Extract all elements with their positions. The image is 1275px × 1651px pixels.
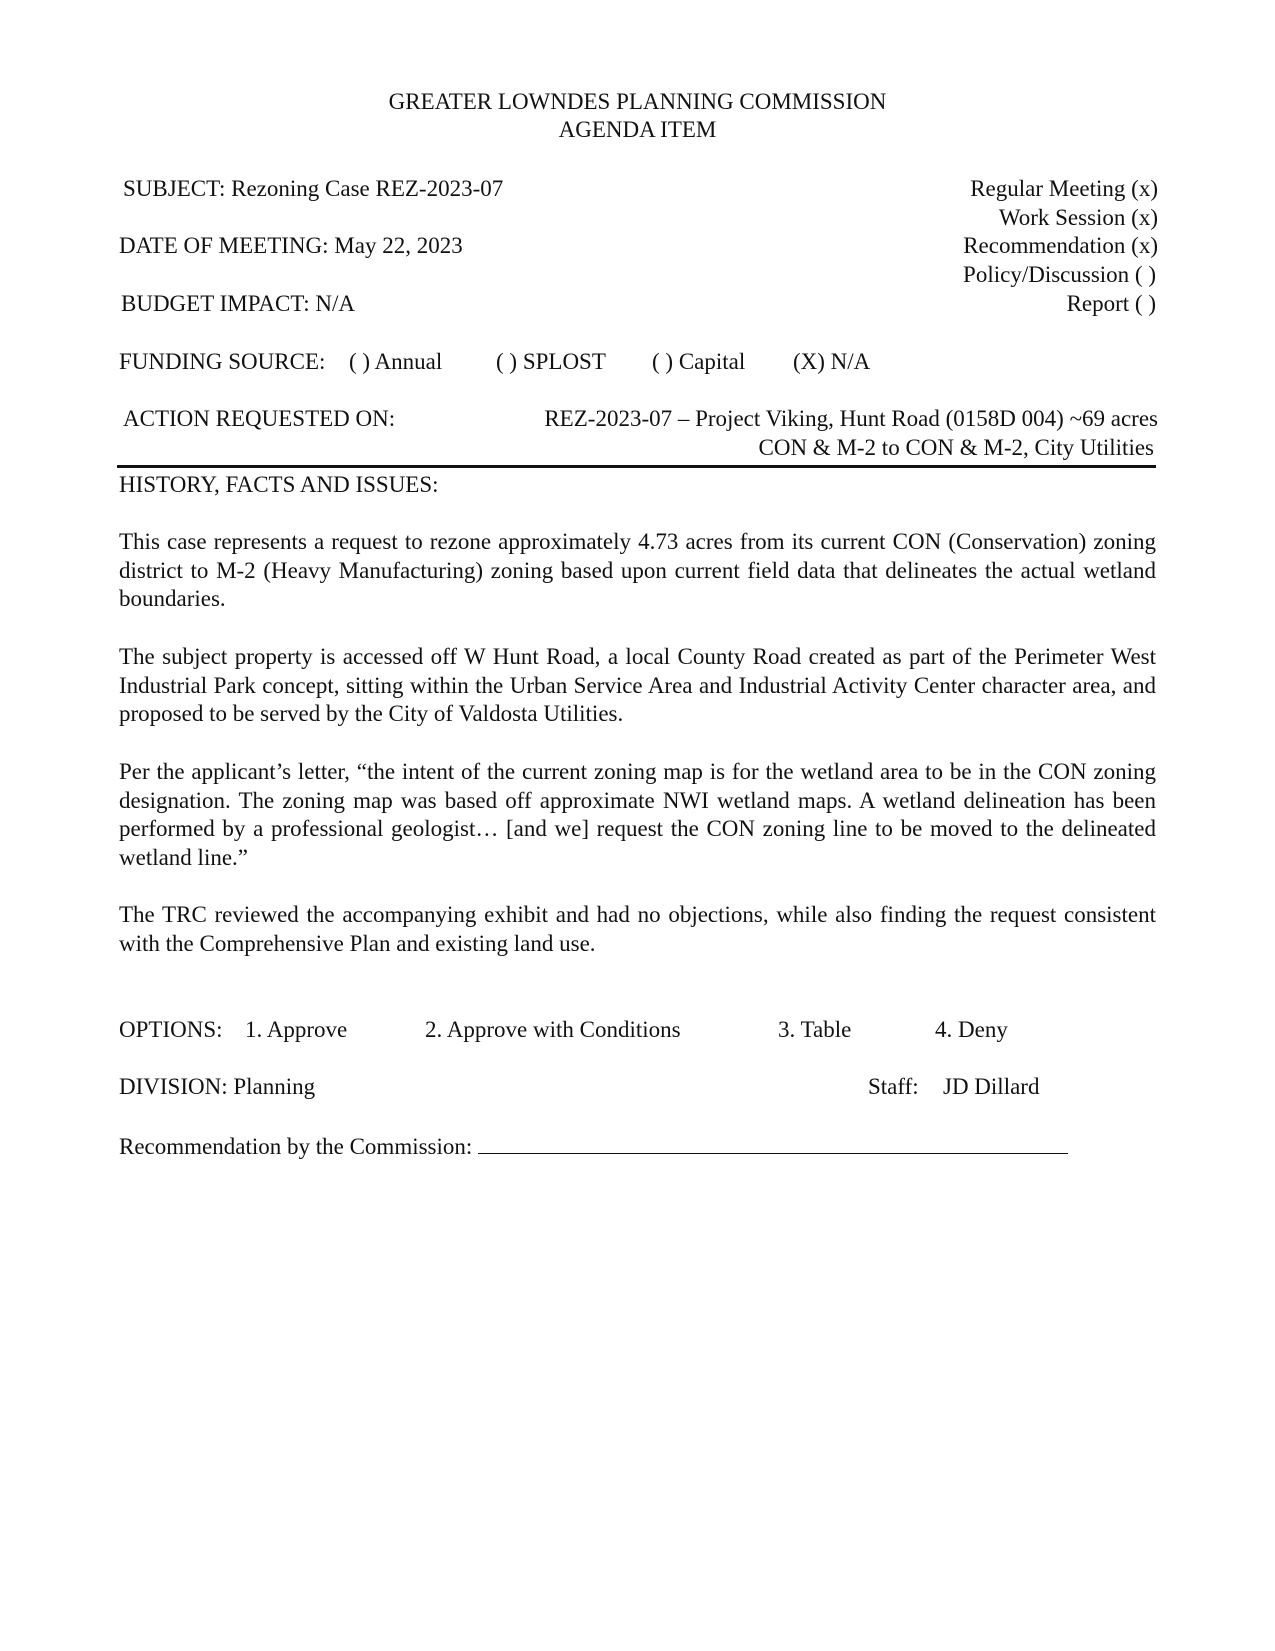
funding-capital: ( ) Capital [652,349,746,374]
history-paragraph-2: The subject property is accessed off W Hunt Road, a local County Road created as part of the Perimeter West Industrial Park concept, sitting within the Urban Service Area and Industrial Activity Center character area, and proposed to be served by the City of Valdosta Utilities. [119,644,1156,726]
history-paragraph-4: The TRC reviewed the accompanying exhibit and had no objections, while also finding the request consistent with the Comprehensive Plan and existing land use. [119,902,1156,956]
meeting-type-policy-discussion: Policy/Discussion ( ) [963,262,1156,287]
meeting-type-regular: Regular Meeting (x) [970,176,1158,201]
staff-name: JD Dillard [943,1074,1040,1099]
action-requested-line2: CON & M-2 to CON & M-2, City Utilities [758,435,1154,460]
option-table: 3. Table [778,1017,852,1042]
budget-impact-field: BUDGET IMPACT: N/A [121,291,355,316]
history-paragraph-1: This case represents a request to rezone approximately 4.73 acres from its current CON (Conservation) zoning district to M-2 (Heavy Manufacturing) zoning based upon current field data that delineates the actual wetland boundaries. [119,529,1156,611]
action-requested-label: ACTION REQUESTED ON: [123,406,396,431]
recommendation-signature-line[interactable] [478,1131,1068,1154]
meeting-type-report: Report ( ) [1066,291,1156,316]
funding-source-label: FUNDING SOURCE: [119,349,326,374]
commission-title: GREATER LOWNDES PLANNING COMMISSION [388,89,887,114]
funding-splost: ( ) SPLOST [496,349,606,374]
funding-na: (X) N/A [793,349,871,374]
option-deny: 4. Deny [935,1017,1008,1042]
date-of-meeting-field: DATE OF MEETING: May 22, 2023 [119,233,463,258]
staff-label: Staff: [868,1074,919,1099]
agenda-item-title: AGENDA ITEM [558,117,717,142]
section-divider [117,465,1156,468]
subject-field: SUBJECT: Rezoning Case REZ-2023-07 [123,176,504,201]
recommendation-row [119,1131,1068,1161]
option-approve: 1. Approve [245,1017,348,1042]
options-label: OPTIONS: [119,1017,223,1042]
meeting-type-recommendation: Recommendation (x) [963,233,1158,258]
history-paragraph-3: Per the applicant’s letter, “the intent of the current zoning map is for the wetland area to be in the CON zoning designation. The zoning map was based off approximate NWI wetland maps. A wetland delineation has been performed by a professional geologist… [and we] request the CON zoning line to be moved to the delineated wetland line.” [119,759,1156,870]
action-requested-line1: REZ-2023-07 – Project Viking, Hunt Road (0158D 004) ~69 acres [544,406,1158,431]
division-field: DIVISION: Planning [119,1074,316,1099]
option-approve-with-conditions: 2. Approve with Conditions [425,1017,681,1042]
meeting-type-work-session: Work Session (x) [998,205,1158,230]
history-heading: HISTORY, FACTS AND ISSUES: [119,472,439,497]
recommendation-label: Recommendation by the Commission: [119,1134,473,1159]
funding-annual: ( ) Annual [349,349,443,374]
